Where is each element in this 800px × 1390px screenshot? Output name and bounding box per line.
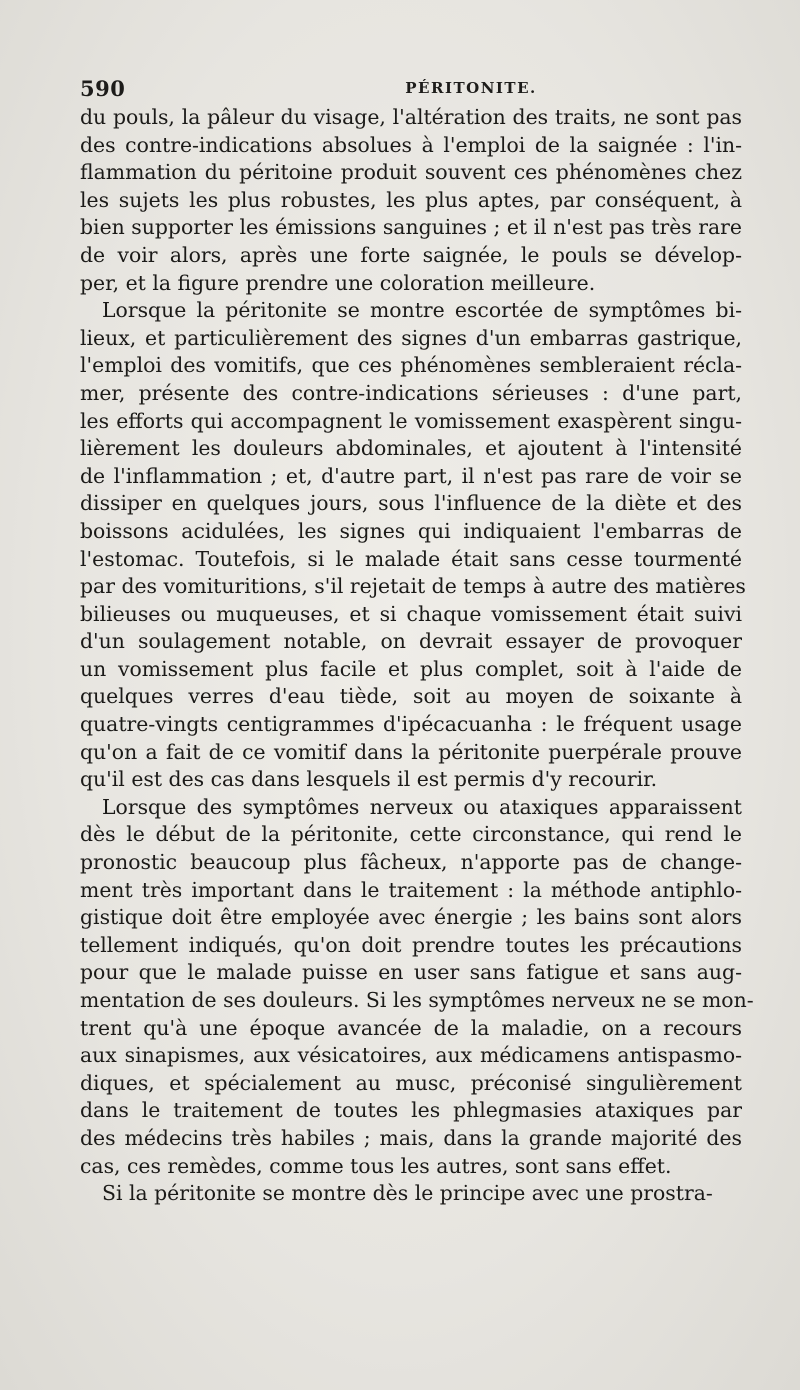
text-line: l'emploi des vomitifs, que ces phénomènes sembleraient récla- — [80, 353, 742, 378]
text-line: trent qu'à une époque avancée de la maladie, on a recours — [80, 1015, 742, 1040]
text-line: dans le traitement de toutes les phlegmasies ataxiques par — [80, 1098, 742, 1123]
text-line: pour que le malade puisse en user sans fatigue et sans aug- — [80, 960, 742, 985]
paragraph — [80, 297, 746, 794]
text-line: boissons acidulées, les signes qui indiquaient l'embarras de — [80, 518, 742, 543]
text-line: un vomissement plus facile et plus complet, soit à l'aide de — [80, 656, 742, 681]
text-line: de l'inflammation ; et, d'autre part, il n'est pas rare de voir se — [80, 463, 742, 488]
paragraph — [80, 794, 754, 1180]
text-line: quatre-vingts centigrammes d'ipécacuanha : le fréquent usage — [80, 712, 742, 737]
text-line: l'estomac. Toutefois, si le malade était sans cesse tourmenté — [80, 546, 742, 571]
text-line: les sujets les plus robustes, les plus aptes, par conséquent, à — [80, 187, 742, 212]
running-head: PÉRITONITE. — [405, 79, 537, 97]
text-line: bilieuses ou muqueuses, et si chaque vomissement était suivi — [80, 601, 742, 626]
text-line: qu'on a fait de ce vomitif dans la péritonite puerpérale prouve — [80, 739, 742, 764]
text-line: flammation du péritoine produit souvent ces phénomènes chez — [80, 160, 742, 185]
text-line: des contre-indications absolues à l'emploi de la saignée : l'in- — [80, 132, 742, 157]
text-line: tellement indiqués, qu'on doit prendre toutes les précautions — [80, 932, 742, 957]
text-line: du pouls, la pâleur du visage, l'altération des traits, ne sont pas — [80, 105, 742, 129]
text-line: mentation de ses douleurs. Si les symptômes nerveux ne se mon- — [80, 988, 754, 1012]
text-line: Si la péritonite se montre dès le principe avec une prostra- — [102, 1181, 713, 1206]
text-line: per, et la figure prendre une coloration meilleure. — [80, 270, 596, 295]
paragraph — [80, 104, 742, 297]
paragraph — [80, 1180, 742, 1208]
page-number: 590 — [80, 76, 126, 101]
text-line: d'un soulagement notable, on devrait essayer de provoquer — [80, 629, 742, 654]
text-line: quelques verres d'eau tiède, soit au moyen de soixante à — [80, 684, 742, 709]
text-line: les efforts qui accompagnent le vomissement exaspèrent singu- — [80, 408, 742, 433]
text-line: de voir alors, après une forte saignée, le pouls se dévelop- — [80, 242, 742, 267]
text-line: qu'il est des cas dans lesquels il est permis d'y recourir. — [80, 767, 658, 792]
page-header — [80, 76, 742, 104]
text-line: ment très important dans le traitement : la méthode antiphlo- — [80, 877, 742, 902]
text-line: dissiper en quelques jours, sous l'influence de la diète et des — [80, 491, 742, 516]
text-line: lieux, et particulièrement des signes d'un embarras gastrique, — [80, 325, 742, 350]
text-line: lièrement les douleurs abdominales, et ajoutent à l'intensité — [80, 436, 742, 461]
text-line: des médecins très habiles ; mais, dans la grande majorité des — [80, 1125, 742, 1150]
text-line: bien supporter les émissions sanguines ; et il n'est pas très rare — [80, 215, 742, 240]
text-line: Lorsque des symptômes nerveux ou ataxiques apparaissent — [102, 794, 742, 819]
text-line: pronostic beaucoup plus fâcheux, n'apporte pas de change- — [80, 850, 742, 875]
text-line: Lorsque la péritonite se montre escortée de symptômes bi- — [102, 298, 742, 323]
text-line: mer, présente des contre-indications sérieuses : d'une part, — [80, 380, 742, 405]
text-line: diques, et spécialement au musc, préconisé singulièrement — [80, 1070, 742, 1095]
text-line: par des vomituritions, s'il rejetait de temps à autre des matières — [80, 574, 746, 599]
text-line: aux sinapismes, aux vésicatoires, aux médicamens antispasmo- — [80, 1043, 742, 1068]
text-line: cas, ces remèdes, comme tous les autres, sont sans effet. — [80, 1153, 672, 1178]
text-line: gistique doit être employée avec énergie ; les bains sont alors — [80, 905, 742, 930]
body-text — [80, 104, 754, 1208]
text-line: dès le début de la péritonite, cette circonstance, qui rend le — [80, 822, 742, 847]
